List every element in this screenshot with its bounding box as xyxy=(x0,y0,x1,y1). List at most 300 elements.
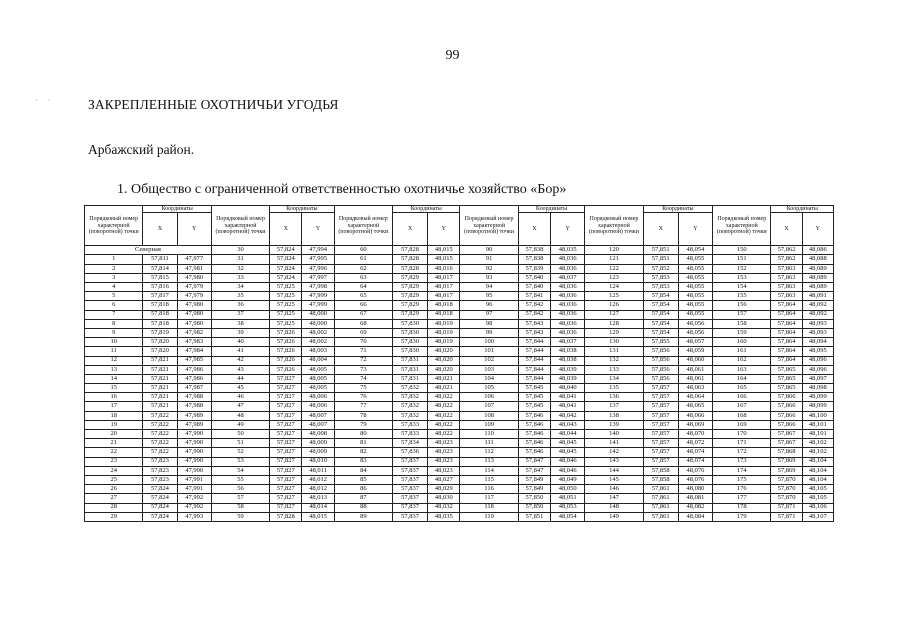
point-number-cell: 151 xyxy=(713,255,771,264)
header-point-number: Порядковый номер характерной (поворотной) точки xyxy=(85,206,143,246)
point-number-cell: 31 xyxy=(211,255,269,264)
x-coordinate-cell: 57,861 xyxy=(643,503,678,512)
header-y: Y xyxy=(302,213,334,246)
point-number-cell: 93 xyxy=(460,273,518,282)
table-row xyxy=(85,457,834,466)
table-row xyxy=(85,503,834,512)
y-coordinate-cell: 48,032 xyxy=(428,503,460,512)
header-y: Y xyxy=(551,213,585,246)
point-number-cell: 154 xyxy=(713,283,771,292)
point-number-cell: 55 xyxy=(211,475,269,484)
y-coordinate-cell: 48,059 xyxy=(678,347,712,356)
header-coordinates: Координаты xyxy=(393,206,460,213)
point-number-cell: 153 xyxy=(713,273,771,282)
x-coordinate-cell: 57,822 xyxy=(143,439,177,448)
x-coordinate-cell: 57,858 xyxy=(643,466,678,475)
point-number-cell: 70 xyxy=(334,338,392,347)
point-number-cell: 86 xyxy=(334,485,392,494)
point-number-cell: 106 xyxy=(460,393,518,402)
y-coordinate-cell: 48,041 xyxy=(551,393,585,402)
x-coordinate-cell: 57,842 xyxy=(518,301,550,310)
x-coordinate-cell: 57,828 xyxy=(270,512,302,521)
y-coordinate-cell: 47,986 xyxy=(177,365,211,374)
x-coordinate-cell: 57,833 xyxy=(393,430,428,439)
y-coordinate-cell: 48,089 xyxy=(802,283,833,292)
header-point-number: Порядковый номер характерной (поворотной) точки xyxy=(585,206,643,246)
x-coordinate-cell: 57,830 xyxy=(393,338,428,347)
header-point-number: Порядковый номер характерной (поворотной) точки xyxy=(334,206,392,246)
point-number-cell: 109 xyxy=(460,420,518,429)
scan-specks: · · xyxy=(35,96,55,105)
x-coordinate-cell: 57,825 xyxy=(270,319,302,328)
x-coordinate-cell: 57,869 xyxy=(771,457,802,466)
y-coordinate-cell: 48,022 xyxy=(428,393,460,402)
x-coordinate-cell: 57,826 xyxy=(270,328,302,337)
point-number-cell: 72 xyxy=(334,356,392,365)
point-number-cell: 53 xyxy=(211,457,269,466)
y-coordinate-cell: 48,005 xyxy=(302,365,334,374)
x-coordinate-cell: 57,825 xyxy=(270,301,302,310)
x-coordinate-cell: 57,832 xyxy=(393,384,428,393)
y-coordinate-cell: 48,076 xyxy=(678,475,712,484)
point-number-cell: 146 xyxy=(585,485,643,494)
x-coordinate-cell: 57,856 xyxy=(643,356,678,365)
y-coordinate-cell: 48,023 xyxy=(428,448,460,457)
x-coordinate-cell: 57,851 xyxy=(643,255,678,264)
x-coordinate-cell: 57,857 xyxy=(643,384,678,393)
point-number-cell: 63 xyxy=(334,273,392,282)
point-number-cell: 142 xyxy=(585,448,643,457)
y-coordinate-cell: 48,061 xyxy=(678,365,712,374)
point-number-cell: 87 xyxy=(334,494,392,503)
point-number-cell: 110 xyxy=(460,430,518,439)
point-number-cell: 127 xyxy=(585,310,643,319)
y-coordinate-cell: 48,093 xyxy=(802,328,833,337)
x-coordinate-cell: 57,862 xyxy=(771,255,802,264)
header-point-number: Порядковый номер характерной (поворотной) точки xyxy=(460,206,518,246)
point-number-cell: 136 xyxy=(585,393,643,402)
table-row xyxy=(85,264,834,273)
point-number-cell: 35 xyxy=(211,292,269,301)
y-coordinate-cell: 48,000 xyxy=(302,310,334,319)
point-number-cell: 25 xyxy=(85,475,143,484)
x-coordinate-cell: 57,840 xyxy=(518,273,550,282)
table-row xyxy=(85,374,834,383)
y-coordinate-cell: 48,009 xyxy=(302,448,334,457)
y-coordinate-cell: 47,994 xyxy=(302,246,334,255)
y-coordinate-cell: 47,983 xyxy=(177,338,211,347)
y-coordinate-cell: 48,004 xyxy=(302,356,334,365)
x-coordinate-cell: 57,827 xyxy=(270,411,302,420)
y-coordinate-cell: 48,005 xyxy=(302,374,334,383)
x-coordinate-cell: 57,829 xyxy=(393,301,428,310)
point-number-cell: 39 xyxy=(211,328,269,337)
y-coordinate-cell: 48,003 xyxy=(302,347,334,356)
y-coordinate-cell: 48,074 xyxy=(678,457,712,466)
table-row xyxy=(85,485,834,494)
point-number-cell: 117 xyxy=(460,494,518,503)
point-number-cell: 176 xyxy=(713,485,771,494)
point-number-cell: 19 xyxy=(85,420,143,429)
x-coordinate-cell: 57,829 xyxy=(393,283,428,292)
point-number-cell: 67 xyxy=(334,310,392,319)
x-coordinate-cell: 57,846 xyxy=(518,439,550,448)
header-y: Y xyxy=(678,213,712,246)
x-coordinate-cell: 57,824 xyxy=(143,503,177,512)
y-coordinate-cell: 48,096 xyxy=(802,356,833,365)
x-coordinate-cell: 57,857 xyxy=(643,457,678,466)
y-coordinate-cell: 48,006 xyxy=(302,393,334,402)
point-number-cell: 65 xyxy=(334,292,392,301)
y-coordinate-cell: 48,105 xyxy=(802,494,833,503)
point-number-cell: 149 xyxy=(585,512,643,521)
y-coordinate-cell: 47,993 xyxy=(177,512,211,521)
point-number-cell: 37 xyxy=(211,310,269,319)
x-coordinate-cell: 57,863 xyxy=(771,292,802,301)
y-coordinate-cell: 48,084 xyxy=(678,512,712,521)
x-coordinate-cell: 57,821 xyxy=(143,374,177,383)
point-number-cell: 156 xyxy=(713,301,771,310)
y-coordinate-cell: 48,106 xyxy=(802,503,833,512)
y-coordinate-cell: 48,094 xyxy=(802,338,833,347)
point-number-cell: 45 xyxy=(211,384,269,393)
x-coordinate-cell: 57,854 xyxy=(643,310,678,319)
y-coordinate-cell: 48,101 xyxy=(802,430,833,439)
point-number-cell: 14 xyxy=(85,374,143,383)
point-number-cell: 159 xyxy=(713,328,771,337)
table-row xyxy=(85,512,834,521)
point-number-cell: 143 xyxy=(585,457,643,466)
point-number-cell: 81 xyxy=(334,439,392,448)
y-coordinate-cell: 48,065 xyxy=(678,402,712,411)
y-coordinate-cell: 48,040 xyxy=(551,384,585,393)
x-coordinate-cell: 57,837 xyxy=(393,457,428,466)
x-coordinate-cell: 57,844 xyxy=(518,374,550,383)
y-coordinate-cell: 48,092 xyxy=(802,301,833,310)
point-number-cell: 123 xyxy=(585,273,643,282)
y-coordinate-cell: 48,012 xyxy=(302,485,334,494)
x-coordinate-cell: 57,861 xyxy=(643,494,678,503)
point-number-cell: 173 xyxy=(713,457,771,466)
x-coordinate-cell: 57,824 xyxy=(143,494,177,503)
x-coordinate-cell: 57,831 xyxy=(393,356,428,365)
x-coordinate-cell: 57,864 xyxy=(771,356,802,365)
x-coordinate-cell: 57,824 xyxy=(270,246,302,255)
y-coordinate-cell: 48,002 xyxy=(302,338,334,347)
x-coordinate-cell: 57,845 xyxy=(518,393,550,402)
point-number-cell: 107 xyxy=(460,402,518,411)
y-coordinate-cell: 48,081 xyxy=(678,494,712,503)
point-number-cell: 75 xyxy=(334,384,392,393)
point-number-cell: 54 xyxy=(211,466,269,475)
point-number-cell: 85 xyxy=(334,475,392,484)
x-coordinate-cell: 57,828 xyxy=(393,246,428,255)
point-number-cell: 59 xyxy=(211,512,269,521)
y-coordinate-cell: 48,030 xyxy=(428,494,460,503)
y-coordinate-cell: 48,036 xyxy=(551,328,585,337)
y-coordinate-cell: 47,980 xyxy=(177,319,211,328)
y-coordinate-cell: 48,069 xyxy=(678,420,712,429)
point-number-cell: 132 xyxy=(585,356,643,365)
table-row xyxy=(85,402,834,411)
x-coordinate-cell: 57,841 xyxy=(518,292,550,301)
y-coordinate-cell: 48,035 xyxy=(551,246,585,255)
x-coordinate-cell: 57,846 xyxy=(518,430,550,439)
point-number-cell: 26 xyxy=(85,485,143,494)
x-coordinate-cell: 57,822 xyxy=(143,448,177,457)
y-coordinate-cell: 48,010 xyxy=(302,457,334,466)
point-number-cell: 5 xyxy=(85,292,143,301)
y-coordinate-cell: 48,007 xyxy=(302,411,334,420)
y-coordinate-cell: 48,015 xyxy=(428,246,460,255)
x-coordinate-cell: 57,857 xyxy=(643,430,678,439)
y-coordinate-cell: 48,036 xyxy=(551,301,585,310)
y-coordinate-cell: 47,999 xyxy=(302,292,334,301)
y-coordinate-cell: 48,091 xyxy=(802,292,833,301)
point-number-cell: 103 xyxy=(460,365,518,374)
y-coordinate-cell: 48,104 xyxy=(802,475,833,484)
point-number-cell: 28 xyxy=(85,503,143,512)
point-number-cell: 48 xyxy=(211,411,269,420)
point-number-cell: 76 xyxy=(334,393,392,402)
x-coordinate-cell: 57,827 xyxy=(270,485,302,494)
y-coordinate-cell: 48,100 xyxy=(802,411,833,420)
y-coordinate-cell: 47,985 xyxy=(177,356,211,365)
y-coordinate-cell: 47,980 xyxy=(177,310,211,319)
y-coordinate-cell: 47,980 xyxy=(177,273,211,282)
point-number-cell: 58 xyxy=(211,503,269,512)
x-coordinate-cell: 57,863 xyxy=(771,273,802,282)
point-number-cell: 4 xyxy=(85,283,143,292)
x-coordinate-cell: 57,818 xyxy=(143,310,177,319)
x-coordinate-cell: 57,847 xyxy=(518,457,550,466)
x-coordinate-cell: 57,854 xyxy=(643,328,678,337)
x-coordinate-cell: 57,827 xyxy=(270,374,302,383)
y-coordinate-cell: 48,055 xyxy=(678,273,712,282)
y-coordinate-cell: 47,996 xyxy=(302,264,334,273)
point-number-cell: 83 xyxy=(334,457,392,466)
point-number-cell: 174 xyxy=(713,466,771,475)
x-coordinate-cell: 57,861 xyxy=(643,512,678,521)
x-coordinate-cell: 57,837 xyxy=(393,475,428,484)
table-row xyxy=(85,338,834,347)
y-coordinate-cell: 48,037 xyxy=(551,338,585,347)
x-coordinate-cell: 57,857 xyxy=(643,393,678,402)
x-coordinate-cell: 57,850 xyxy=(518,503,550,512)
y-coordinate-cell: 48,102 xyxy=(802,448,833,457)
table-row xyxy=(85,448,834,457)
y-coordinate-cell: 48,019 xyxy=(428,338,460,347)
point-number-cell: 152 xyxy=(713,264,771,273)
point-number-cell: 139 xyxy=(585,420,643,429)
x-coordinate-cell: 57,864 xyxy=(771,347,802,356)
x-coordinate-cell: 57,863 xyxy=(771,283,802,292)
x-coordinate-cell: 57,862 xyxy=(771,246,802,255)
y-coordinate-cell: 48,018 xyxy=(428,301,460,310)
point-number-cell: 10 xyxy=(85,338,143,347)
x-coordinate-cell: 57,821 xyxy=(143,402,177,411)
x-coordinate-cell: 57,853 xyxy=(643,283,678,292)
table-row xyxy=(85,255,834,264)
x-coordinate-cell: 57,829 xyxy=(393,273,428,282)
table-row xyxy=(85,356,834,365)
header-point-number: Порядковый номер характерной (поворотной) точки xyxy=(713,206,771,246)
organization-title: 1. Общество с ограниченной ответственностью охотничье хозяйство «Бор» xyxy=(117,182,567,197)
y-coordinate-cell: 48,070 xyxy=(678,430,712,439)
y-coordinate-cell: 48,095 xyxy=(802,347,833,356)
x-coordinate-cell: 57,864 xyxy=(771,319,802,328)
point-number-cell: 66 xyxy=(334,301,392,310)
y-coordinate-cell: 48,101 xyxy=(802,420,833,429)
y-coordinate-cell: 48,036 xyxy=(551,264,585,273)
point-number-cell: 68 xyxy=(334,319,392,328)
y-coordinate-cell: 48,002 xyxy=(302,328,334,337)
x-coordinate-cell: 57,852 xyxy=(643,264,678,273)
point-number-cell: 71 xyxy=(334,347,392,356)
x-coordinate-cell: 57,866 xyxy=(771,393,802,402)
y-coordinate-cell: 48,055 xyxy=(678,264,712,273)
x-coordinate-cell: 57,827 xyxy=(270,420,302,429)
header-coordinates: Координаты xyxy=(518,206,584,213)
point-number-cell: 160 xyxy=(713,338,771,347)
table-row xyxy=(85,494,834,503)
point-number-cell: 46 xyxy=(211,393,269,402)
y-coordinate-cell: 48,029 xyxy=(428,485,460,494)
north-section-label: Северная xyxy=(85,246,212,255)
y-coordinate-cell: 47,990 xyxy=(177,448,211,457)
table-row xyxy=(85,310,834,319)
y-coordinate-cell: 48,036 xyxy=(551,319,585,328)
table-row xyxy=(85,384,834,393)
y-coordinate-cell: 48,063 xyxy=(678,384,712,393)
x-coordinate-cell: 57,863 xyxy=(771,264,802,273)
y-coordinate-cell: 48,050 xyxy=(551,485,585,494)
y-coordinate-cell: 48,099 xyxy=(802,402,833,411)
header-y: Y xyxy=(177,213,211,246)
point-number-cell: 114 xyxy=(460,466,518,475)
x-coordinate-cell: 57,822 xyxy=(143,430,177,439)
x-coordinate-cell: 57,821 xyxy=(143,356,177,365)
table-row xyxy=(85,273,834,282)
y-coordinate-cell: 47,991 xyxy=(177,485,211,494)
point-number-cell: 124 xyxy=(585,283,643,292)
y-coordinate-cell: 47,995 xyxy=(302,255,334,264)
point-number-cell: 11 xyxy=(85,347,143,356)
point-number-cell: 99 xyxy=(460,328,518,337)
y-coordinate-cell: 48,056 xyxy=(678,328,712,337)
point-number-cell: 133 xyxy=(585,365,643,374)
header-coordinates: Координаты xyxy=(771,206,834,213)
table-row xyxy=(85,246,834,255)
table-row xyxy=(85,283,834,292)
point-number-cell: 118 xyxy=(460,503,518,512)
x-coordinate-cell: 57,824 xyxy=(143,512,177,521)
y-coordinate-cell: 48,080 xyxy=(678,485,712,494)
y-coordinate-cell: 48,017 xyxy=(428,292,460,301)
y-coordinate-cell: 48,076 xyxy=(678,466,712,475)
coordinates-table xyxy=(84,205,834,522)
point-number-cell: 78 xyxy=(334,411,392,420)
point-number-cell: 44 xyxy=(211,374,269,383)
section-heading: ЗАКРЕПЛЕННЫЕ ОХОТНИЧЬИ УГОДЬЯ xyxy=(88,97,339,112)
point-number-cell: 112 xyxy=(460,448,518,457)
point-number-cell: 32 xyxy=(211,264,269,273)
table-row xyxy=(85,411,834,420)
point-number-cell: 62 xyxy=(334,264,392,273)
table-row xyxy=(85,475,834,484)
y-coordinate-cell: 48,017 xyxy=(428,283,460,292)
y-coordinate-cell: 48,039 xyxy=(551,365,585,374)
point-number-cell: 126 xyxy=(585,301,643,310)
x-coordinate-cell: 57,869 xyxy=(771,466,802,475)
x-coordinate-cell: 57,823 xyxy=(143,475,177,484)
point-number-cell: 9 xyxy=(85,328,143,337)
y-coordinate-cell: 48,097 xyxy=(802,374,833,383)
point-number-cell: 77 xyxy=(334,402,392,411)
x-coordinate-cell: 57,829 xyxy=(393,310,428,319)
y-coordinate-cell: 48,046 xyxy=(551,466,585,475)
table-row xyxy=(85,301,834,310)
point-number-cell: 6 xyxy=(85,301,143,310)
header-y: Y xyxy=(802,213,833,246)
x-coordinate-cell: 57,868 xyxy=(771,448,802,457)
point-number-cell: 102 xyxy=(460,356,518,365)
y-coordinate-cell: 48,056 xyxy=(678,319,712,328)
x-coordinate-cell: 57,854 xyxy=(643,292,678,301)
y-coordinate-cell: 47,989 xyxy=(177,420,211,429)
page-number: 99 xyxy=(445,48,460,63)
y-coordinate-cell: 47,982 xyxy=(177,328,211,337)
y-coordinate-cell: 47,987 xyxy=(177,384,211,393)
x-coordinate-cell: 57,815 xyxy=(143,273,177,282)
y-coordinate-cell: 48,045 xyxy=(551,439,585,448)
y-coordinate-cell: 48,023 xyxy=(428,439,460,448)
y-coordinate-cell: 48,036 xyxy=(551,283,585,292)
y-coordinate-cell: 48,022 xyxy=(428,430,460,439)
x-coordinate-cell: 57,811 xyxy=(143,255,177,264)
point-number-cell: 165 xyxy=(713,384,771,393)
y-coordinate-cell: 48,074 xyxy=(678,448,712,457)
header-x: X xyxy=(771,213,802,246)
point-number-cell: 23 xyxy=(85,457,143,466)
x-coordinate-cell: 57,857 xyxy=(643,439,678,448)
x-coordinate-cell: 57,844 xyxy=(518,347,550,356)
x-coordinate-cell: 57,814 xyxy=(143,264,177,273)
y-coordinate-cell: 47,989 xyxy=(177,411,211,420)
y-coordinate-cell: 48,037 xyxy=(551,273,585,282)
y-coordinate-cell: 48,046 xyxy=(551,457,585,466)
y-coordinate-cell: 48,060 xyxy=(678,356,712,365)
point-number-cell: 91 xyxy=(460,255,518,264)
point-number-cell: 34 xyxy=(211,283,269,292)
x-coordinate-cell: 57,854 xyxy=(643,301,678,310)
y-coordinate-cell: 48,036 xyxy=(551,255,585,264)
point-number-cell: 61 xyxy=(334,255,392,264)
y-coordinate-cell: 48,054 xyxy=(551,512,585,521)
y-coordinate-cell: 48,005 xyxy=(302,384,334,393)
point-number-cell: 147 xyxy=(585,494,643,503)
y-coordinate-cell: 47,990 xyxy=(177,430,211,439)
point-number-cell: 84 xyxy=(334,466,392,475)
point-number-cell: 8 xyxy=(85,319,143,328)
district-title: Арбажский район. xyxy=(88,142,195,157)
y-coordinate-cell: 48,017 xyxy=(428,273,460,282)
point-number-cell: 38 xyxy=(211,319,269,328)
point-number-cell: 179 xyxy=(713,512,771,521)
x-coordinate-cell: 57,818 xyxy=(143,301,177,310)
point-number-cell: 90 xyxy=(460,246,518,255)
point-number-cell: 111 xyxy=(460,439,518,448)
